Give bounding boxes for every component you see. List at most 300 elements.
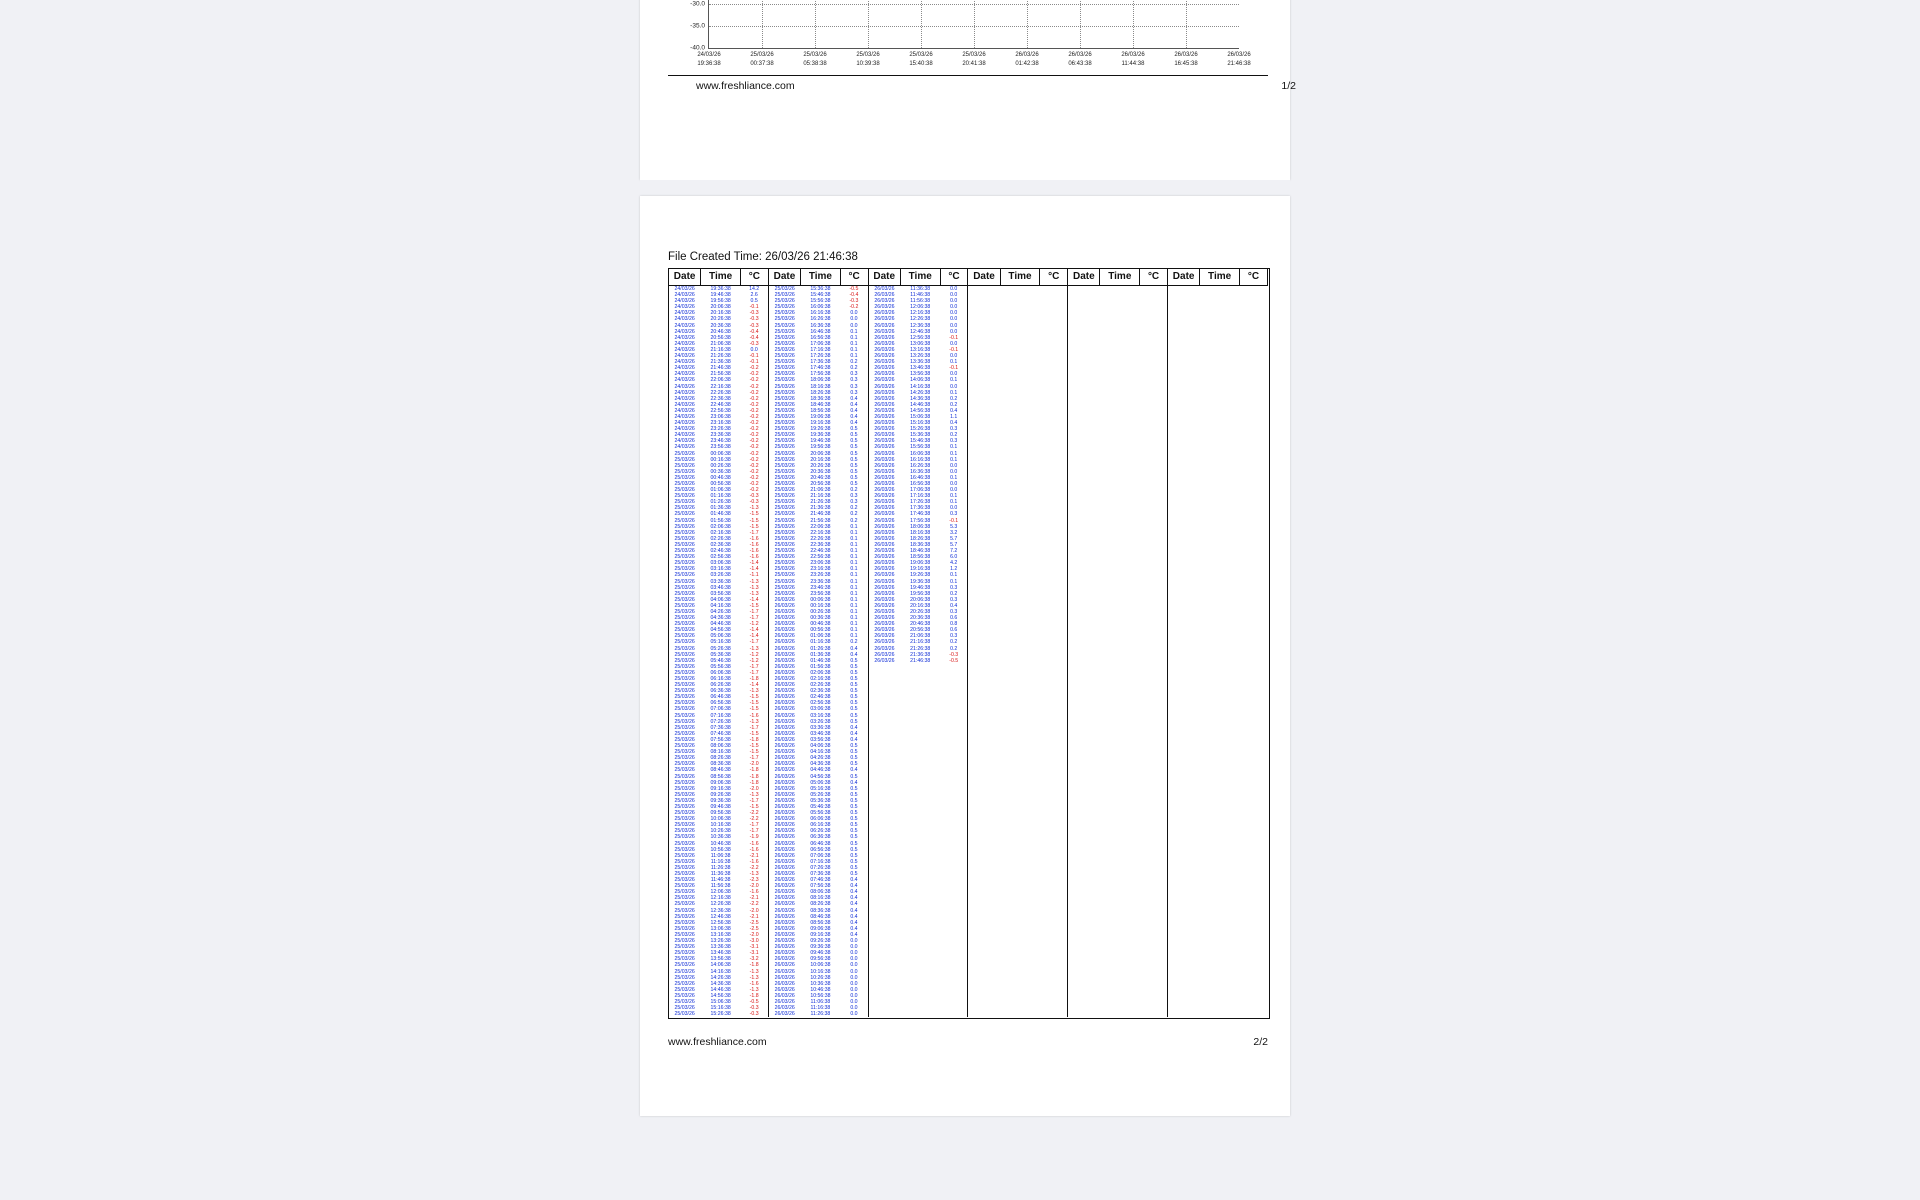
table-cell-time: 19:46:38 xyxy=(810,438,831,445)
table-cell-temp: -0.3 xyxy=(749,340,759,347)
table-cell-temp: -0.5 xyxy=(849,286,859,292)
table-cell-date: 26/03/26 xyxy=(768,658,800,664)
table-cell-temp: 0.4 xyxy=(850,895,858,902)
table-cell-temp: 0.2 xyxy=(950,401,958,408)
table-cell-temp: -1.6 xyxy=(749,846,759,853)
table-cell-time: 11:26:38 xyxy=(810,1011,831,1018)
table-cell-temp: 0.0 xyxy=(850,998,858,1005)
table-cell-date: 26/03/26 xyxy=(768,767,800,773)
table-cell-time: 07:06:38 xyxy=(710,706,731,713)
table-cell-temp: 0.2 xyxy=(850,511,858,518)
table-cell-temp: 0.0 xyxy=(950,340,958,347)
table-cell-time: 07:36:38 xyxy=(810,871,831,877)
table-cell-temp: 0.0 xyxy=(950,328,958,335)
table-cell-date: 26/03/26 xyxy=(768,908,800,914)
table-cell-date: 26/03/26 xyxy=(868,408,900,414)
table-cell-temp: -0.5 xyxy=(949,657,959,664)
table-cell-time: 16:36:38 xyxy=(910,468,931,475)
table-cell-temp: -1.3 xyxy=(749,590,759,597)
table-cell-temp: -0.4 xyxy=(749,334,759,341)
table-cell-time: 00:16:38 xyxy=(710,456,731,463)
table-cell-time: 12:56:38 xyxy=(710,919,731,926)
table-cell-temp: 0.0 xyxy=(950,462,958,469)
table-cell-time: 21:56:38 xyxy=(810,517,831,524)
table-cell-date: 25/03/26 xyxy=(768,457,800,463)
table-cell-temp: -0.3 xyxy=(749,310,759,317)
table-cell-date: 25/03/26 xyxy=(768,511,800,517)
table-cell-date: 24/03/26 xyxy=(674,426,695,433)
table-cell-temp: -0.2 xyxy=(749,401,759,408)
table-cell-time: 05:36:38 xyxy=(710,651,731,658)
table-group-separator xyxy=(1167,268,1168,1017)
table-cell-date: 25/03/26 xyxy=(674,883,695,890)
table-cell-temp xyxy=(940,1011,968,1017)
table-cell-temp: 0.1 xyxy=(950,456,958,463)
table-cell-date: 26/03/26 xyxy=(868,365,900,371)
table-cell-time: 09:26:38 xyxy=(710,791,731,798)
table-cell-time: 21:06:38 xyxy=(910,633,931,640)
table-cell-temp: -1.3 xyxy=(749,791,759,798)
table-cell-date: 26/03/26 xyxy=(868,603,900,609)
table-cell-date: 25/03/26 xyxy=(674,895,695,902)
table-cell-time: 22:26:38 xyxy=(810,535,831,542)
table-cell-temp: 0.0 xyxy=(850,956,858,963)
table-cell-date: 26/03/26 xyxy=(768,792,800,798)
table-cell-temp: 0.0 xyxy=(950,286,958,292)
table-cell-temp: -1.7 xyxy=(749,639,759,646)
table-cell-date: 26/03/26 xyxy=(768,780,800,786)
table-cell-temp xyxy=(1140,1011,1168,1017)
table-cell-temp: -1.8 xyxy=(749,773,759,780)
table-cell-time: 13:36:38 xyxy=(910,359,931,366)
table-cell-time: 10:46:38 xyxy=(810,986,831,993)
table-cell-date: 26/03/26 xyxy=(768,981,800,987)
table-cell-date: 26/03/26 xyxy=(768,932,800,938)
table-cell-temp: 0.2 xyxy=(850,517,858,524)
table-cell-time: 14:16:38 xyxy=(710,968,731,975)
table-cell-date: 26/03/26 xyxy=(868,438,900,444)
table-cell-temp: -1.8 xyxy=(749,992,759,999)
table-cell-time: 15:36:38 xyxy=(910,432,931,439)
table-cell-date: 25/03/26 xyxy=(674,633,695,640)
table-cell-time: 20:26:38 xyxy=(710,316,731,323)
table-cell-temp: 7.2 xyxy=(950,548,958,555)
table-cell-temp: 0.4 xyxy=(850,901,858,908)
table-cell-temp: 0.3 xyxy=(850,371,858,378)
table-cell-date: 25/03/26 xyxy=(674,852,695,859)
table-cell-date: 26/03/26 xyxy=(768,1011,800,1017)
table-cell-time: 11:26:38 xyxy=(710,864,731,871)
table-cell-date: 25/03/26 xyxy=(768,396,800,402)
table-cell-time: 06:06:38 xyxy=(710,669,731,676)
page-1-footer xyxy=(696,80,1296,92)
table-cell-time: 23:06:38 xyxy=(710,413,731,420)
table-cell-temp: -0.2 xyxy=(749,468,759,475)
table-cell-date: 25/03/26 xyxy=(674,499,695,506)
table-cell-date: 25/03/26 xyxy=(768,414,800,420)
table-cell-temp: 0.2 xyxy=(850,365,858,372)
table-cell-temp: -0.2 xyxy=(749,450,759,457)
table-cell-date: 25/03/26 xyxy=(768,304,800,310)
table-cell-time: 06:26:38 xyxy=(810,828,831,835)
table-cell-temp: 0.5 xyxy=(850,468,858,475)
table-cell-time: 01:56:38 xyxy=(710,517,731,524)
table-cell-date: 26/03/26 xyxy=(768,688,800,694)
table-cell-time: 09:56:38 xyxy=(710,810,731,817)
table-cell-date: 25/03/26 xyxy=(674,901,695,908)
table-cell-temp: 0.5 xyxy=(850,706,858,713)
chart-x-tick-label: 26/03/26 21:46:38 xyxy=(1227,52,1251,67)
table-cell-date: 25/03/26 xyxy=(768,365,800,371)
table-cell-date: 24/03/26 xyxy=(674,292,695,299)
table-cell-time: 21:16:38 xyxy=(710,346,731,353)
table-cell-temp: -0.2 xyxy=(749,371,759,378)
table-cell-temp: 0.0 xyxy=(850,962,858,969)
table-cell-temp: 0.0 xyxy=(850,974,858,981)
table-cell-temp: -2.3 xyxy=(749,877,759,884)
table-cell-temp: 0.1 xyxy=(850,572,858,579)
table-cell-temp: 0.0 xyxy=(950,505,958,512)
table-cell-time: 15:16:38 xyxy=(710,1005,731,1012)
table-cell-date: 25/03/26 xyxy=(768,585,800,591)
table-cell-time: 20:26:38 xyxy=(810,462,831,469)
table-cell-temp xyxy=(1040,286,1068,293)
table-cell-temp: -0.3 xyxy=(749,1011,759,1018)
table-cell-date: 25/03/26 xyxy=(674,523,695,530)
table-cell-temp: 0.5 xyxy=(850,761,858,768)
table-cell-date: 25/03/26 xyxy=(674,688,695,695)
table-cell-time: 01:16:38 xyxy=(810,639,831,646)
site-url: www.freshliance.com xyxy=(696,80,795,92)
table-cell-temp: -1.6 xyxy=(749,980,759,987)
table-cell-date: 26/03/26 xyxy=(768,646,800,652)
table-cell-time: 05:06:38 xyxy=(710,633,731,640)
table-cell-date: 26/03/26 xyxy=(768,901,800,907)
table-cell-temp: 0.3 xyxy=(950,426,958,433)
table-cell-temp: 0.1 xyxy=(850,608,858,615)
table-cell-temp: -0.2 xyxy=(749,389,759,396)
table-cell-time: 13:16:38 xyxy=(710,931,731,938)
table-cell-temp: 0.4 xyxy=(850,919,858,926)
table-cell-date: 26/03/26 xyxy=(768,731,800,737)
table-cell-time: 15:16:38 xyxy=(910,420,931,427)
table-cell-temp: 0.5 xyxy=(850,700,858,707)
table-cell-temp: 14.2 xyxy=(749,286,760,292)
table-cell-time: 20:56:38 xyxy=(710,334,731,341)
table-cell-date: 25/03/26 xyxy=(768,579,800,585)
table-cell-time: 02:36:38 xyxy=(810,688,831,695)
table-cell-temp: -1.4 xyxy=(749,627,759,634)
table-cell-temp: -1.6 xyxy=(749,889,759,896)
table-cell-date: 26/03/26 xyxy=(768,694,800,700)
table-cell-date: 26/03/26 xyxy=(768,676,800,682)
table-cell-temp: -1.7 xyxy=(749,755,759,762)
table-cell-time: 07:56:38 xyxy=(810,883,831,890)
table-cell-date: 25/03/26 xyxy=(768,426,800,432)
table-cell-temp: 2.6 xyxy=(750,292,758,299)
table-cell-time: 01:36:38 xyxy=(810,651,831,658)
table-cell-temp: 1.1 xyxy=(950,413,958,420)
table-cell-time: 13:36:38 xyxy=(710,944,731,951)
table-cell-time: 06:56:38 xyxy=(810,846,831,853)
table-cell-temp: 0.5 xyxy=(850,828,858,835)
table-cell-time: 15:26:38 xyxy=(710,1011,731,1018)
table-cell-temp: -2.1 xyxy=(749,852,759,859)
table-cell-time: 14:16:38 xyxy=(910,383,931,390)
table-column-header: °C xyxy=(1040,269,1068,286)
table-cell-date: 24/03/26 xyxy=(674,322,695,329)
table-cell-temp: -0.1 xyxy=(949,517,959,524)
table-cell-date: 25/03/26 xyxy=(674,736,695,743)
table-cell-temp: 0.6 xyxy=(950,615,958,622)
table-cell-date: 26/03/26 xyxy=(868,548,900,554)
table-cell-date: 26/03/26 xyxy=(768,859,800,865)
table-cell-temp: -1.2 xyxy=(749,621,759,628)
table-cell-date: 25/03/26 xyxy=(674,663,695,670)
table-cell-time: 17:16:38 xyxy=(810,346,831,353)
table-cell-temp xyxy=(1239,1011,1267,1017)
table-cell-time: 12:26:38 xyxy=(710,901,731,908)
table-cell-time: 07:46:38 xyxy=(810,877,831,884)
table-cell-temp: -1.5 xyxy=(749,523,759,530)
table-cell-temp: -1.6 xyxy=(749,535,759,542)
table-cell-temp: 0.5 xyxy=(850,791,858,798)
chart-x-tick-label: 25/03/26 05:38:38 xyxy=(803,52,827,67)
table-cell-date: 25/03/26 xyxy=(674,858,695,865)
table-cell-temp: 0.1 xyxy=(850,346,858,353)
table-cell-date: 25/03/26 xyxy=(674,602,695,609)
table-cell-time: 16:06:38 xyxy=(910,450,931,457)
table-cell-time: 19:06:38 xyxy=(910,560,931,567)
table-cell-time: 16:16:38 xyxy=(910,456,931,463)
table-cell-time xyxy=(1000,1011,1040,1017)
table-cell-date: 26/03/26 xyxy=(768,603,800,609)
table-cell-time: 22:46:38 xyxy=(710,401,731,408)
table-cell-time: 22:16:38 xyxy=(710,383,731,390)
table-cell-temp: 0.5 xyxy=(850,438,858,445)
table-cell-date: 26/03/26 xyxy=(768,828,800,834)
table-cell-date: 25/03/26 xyxy=(768,323,800,329)
table-cell-date: 25/03/26 xyxy=(768,572,800,578)
table-cell-time: 12:06:38 xyxy=(910,304,931,311)
table-cell-date: 25/03/26 xyxy=(674,554,695,561)
table-column-header: Date xyxy=(768,269,800,286)
table-cell-date: 25/03/26 xyxy=(674,517,695,524)
table-cell-temp: 0.4 xyxy=(850,925,858,932)
table-cell-temp: -0.3 xyxy=(849,298,859,305)
table-cell-time: 05:56:38 xyxy=(710,663,731,670)
table-cell-date: 25/03/26 xyxy=(768,316,800,322)
footer-divider xyxy=(668,75,1268,76)
table-cell-date: 25/03/26 xyxy=(674,767,695,774)
table-cell-time: 10:26:38 xyxy=(710,828,731,835)
table-cell-time: 08:16:38 xyxy=(810,895,831,902)
table-cell-time: 14:46:38 xyxy=(910,401,931,408)
table-cell-time: 07:26:38 xyxy=(810,864,831,871)
table-cell-time: 10:16:38 xyxy=(810,968,831,975)
table-cell-temp: -0.2 xyxy=(749,426,759,433)
table-cell-date: 25/03/26 xyxy=(674,718,695,725)
chart-y-tick-label: -40.0 xyxy=(690,44,705,52)
table-cell-temp: 0.5 xyxy=(850,481,858,487)
table-cell-time: 20:46:38 xyxy=(910,621,931,628)
table-cell-date: 25/03/26 xyxy=(674,871,695,877)
table-cell-time: 11:16:38 xyxy=(710,858,731,865)
table-cell-temp: 0.4 xyxy=(850,913,858,920)
table-cell-date: 26/03/26 xyxy=(768,889,800,895)
table-cell-date: 26/03/26 xyxy=(768,664,800,670)
table-cell-time: 18:16:38 xyxy=(910,529,931,536)
chart-x-tick-label: 25/03/26 15:40:38 xyxy=(909,52,933,67)
table-cell-time: 10:06:38 xyxy=(710,816,731,823)
table-cell-time: 00:56:38 xyxy=(810,627,831,634)
table-cell-temp: -0.2 xyxy=(749,383,759,390)
table-cell-time: 02:56:38 xyxy=(710,554,731,561)
table-cell-date: 26/03/26 xyxy=(868,560,900,566)
table-cell-temp: 0.1 xyxy=(950,474,958,481)
table-cell-temp: -1.3 xyxy=(749,968,759,975)
table-cell-date: 25/03/26 xyxy=(674,621,695,628)
table-cell-date: 26/03/26 xyxy=(868,487,900,493)
table-cell-temp: 0.1 xyxy=(950,578,958,585)
table-cell-temp: 0.5 xyxy=(850,462,858,469)
table-cell-time: 10:36:38 xyxy=(710,834,731,841)
table-cell-temp: 0.1 xyxy=(950,572,958,579)
chart-plot-area xyxy=(690,0,1251,67)
table-cell-time: 21:26:38 xyxy=(710,353,731,360)
table-cell-temp: 0.1 xyxy=(950,493,958,500)
table-cell-temp: -1.7 xyxy=(749,615,759,622)
table-row xyxy=(669,1011,1268,1017)
table-cell-date: 25/03/26 xyxy=(674,627,695,634)
table-cell-temp: 0.1 xyxy=(850,615,858,622)
table-cell-temp: 0.3 xyxy=(950,511,958,518)
table-cell-temp: 0.5 xyxy=(850,669,858,676)
table-cell-temp: -1.7 xyxy=(749,828,759,835)
table-cell-time: 08:56:38 xyxy=(710,773,731,780)
table-cell-time: 14:26:38 xyxy=(910,389,931,396)
table-cell-time: 22:46:38 xyxy=(810,548,831,555)
table-cell-temp: 0.1 xyxy=(850,535,858,542)
table-cell-time: 20:06:38 xyxy=(810,450,831,457)
table-cell-time: 22:16:38 xyxy=(810,529,831,536)
table-cell-time: 07:16:38 xyxy=(710,712,731,719)
table-cell-time: 16:36:38 xyxy=(810,322,831,329)
table-cell-time: 03:36:38 xyxy=(810,724,831,731)
table-cell-date: 25/03/26 xyxy=(768,451,800,457)
table-cell-date: 26/03/26 xyxy=(868,463,900,469)
table-cell-time: 02:16:38 xyxy=(710,529,731,536)
table-cell-temp: -1.5 xyxy=(749,706,759,713)
table-cell-date: 25/03/26 xyxy=(674,505,695,512)
table-cell-time: 03:46:38 xyxy=(810,730,831,737)
table-cell-date: 25/03/26 xyxy=(674,962,695,969)
table-cell-temp: -1.5 xyxy=(749,511,759,518)
table-cell-date: 25/03/26 xyxy=(674,834,695,841)
table-cell-time: 08:36:38 xyxy=(710,761,731,768)
table-cell-date: 26/03/26 xyxy=(768,822,800,828)
table-cell-date: 26/03/26 xyxy=(768,969,800,975)
table-cell-date: 25/03/26 xyxy=(768,359,800,365)
table-cell-temp: 0.0 xyxy=(950,487,958,494)
table-cell-date: 26/03/26 xyxy=(868,505,900,511)
table-cell-temp: 0.4 xyxy=(850,730,858,737)
table-cell-time: 15:26:38 xyxy=(910,426,931,433)
table-cell-temp: 0.1 xyxy=(850,578,858,585)
table-cell-temp: 0.5 xyxy=(850,682,858,689)
page-number: 1/2 xyxy=(1281,80,1296,92)
table-cell-date: 25/03/26 xyxy=(674,712,695,719)
table-cell-temp: -1.5 xyxy=(749,694,759,701)
table-cell-time: 03:56:38 xyxy=(710,590,731,597)
table-cell-date: 25/03/26 xyxy=(674,846,695,853)
table-cell-date: 26/03/26 xyxy=(768,938,800,944)
table-cell-date: 26/03/26 xyxy=(768,944,800,950)
table-cell-time: 06:16:38 xyxy=(810,822,831,829)
table-cell-time: 16:26:38 xyxy=(810,316,831,323)
table-cell-temp: 0.4 xyxy=(850,420,858,427)
table-cell-temp: 0.5 xyxy=(850,755,858,762)
table-cell-time: 03:46:38 xyxy=(710,584,731,591)
table-cell-date: 26/03/26 xyxy=(768,962,800,968)
table-cell-date: 26/03/26 xyxy=(868,585,900,591)
table-cell-date: 25/03/26 xyxy=(768,371,800,377)
table-cell-date: 26/03/26 xyxy=(868,298,900,304)
table-cell-temp: 0.4 xyxy=(950,407,958,414)
table-cell-temp: 0.0 xyxy=(850,1011,858,1018)
table-cell-time: 02:06:38 xyxy=(710,523,731,530)
table-cell-time: 12:46:38 xyxy=(910,328,931,335)
table-cell-time: 06:36:38 xyxy=(810,834,831,841)
table-cell-time: 10:56:38 xyxy=(810,992,831,999)
table-cell-time: 23:06:38 xyxy=(810,560,831,567)
table-cell-time: 21:26:38 xyxy=(810,499,831,506)
table-cell-date: 26/03/26 xyxy=(868,621,900,627)
table-cell-temp: -1.8 xyxy=(749,779,759,786)
table-cell-temp: 0.5 xyxy=(850,718,858,725)
table-cell-time: 21:56:38 xyxy=(710,371,731,378)
table-cell-date: 25/03/26 xyxy=(674,743,695,750)
table-cell-temp: -0.4 xyxy=(849,292,859,299)
table-cell-time: 22:36:38 xyxy=(710,395,731,402)
table-cell-date: 26/03/26 xyxy=(868,451,900,457)
table-cell-date: 25/03/26 xyxy=(674,785,695,792)
table-cell-time: 20:46:38 xyxy=(710,328,731,335)
table-cell-date: 25/03/26 xyxy=(674,797,695,804)
table-cell-time: 23:36:38 xyxy=(710,432,731,439)
table-cell-temp: 0.4 xyxy=(850,889,858,896)
table-cell-date xyxy=(868,1011,900,1017)
table-cell-date: 25/03/26 xyxy=(674,645,695,652)
table-cell-temp: 0.3 xyxy=(850,499,858,506)
table-cell-time: 13:46:38 xyxy=(910,365,931,372)
table-cell-time: 19:36:38 xyxy=(910,578,931,585)
table-cell-date: 25/03/26 xyxy=(768,347,800,353)
table-cell-temp: 0.1 xyxy=(850,548,858,555)
table-cell-temp: -1.9 xyxy=(749,834,759,841)
table-cell-temp: 0.3 xyxy=(950,608,958,615)
table-cell-temp: -0.1 xyxy=(949,334,959,341)
table-cell-time: 03:26:38 xyxy=(810,718,831,725)
table-cell-temp: 0.4 xyxy=(850,767,858,774)
table-cell-date: 25/03/26 xyxy=(674,773,695,780)
table-cell-date: 26/03/26 xyxy=(868,469,900,475)
table-cell-date: 25/03/26 xyxy=(674,877,695,884)
table-cell-temp: -3.2 xyxy=(749,956,759,963)
chart-x-tick-label: 25/03/26 20:41:38 xyxy=(962,52,986,67)
table-cell-date: 25/03/26 xyxy=(768,499,800,505)
table-cell-time: 14:36:38 xyxy=(710,980,731,987)
